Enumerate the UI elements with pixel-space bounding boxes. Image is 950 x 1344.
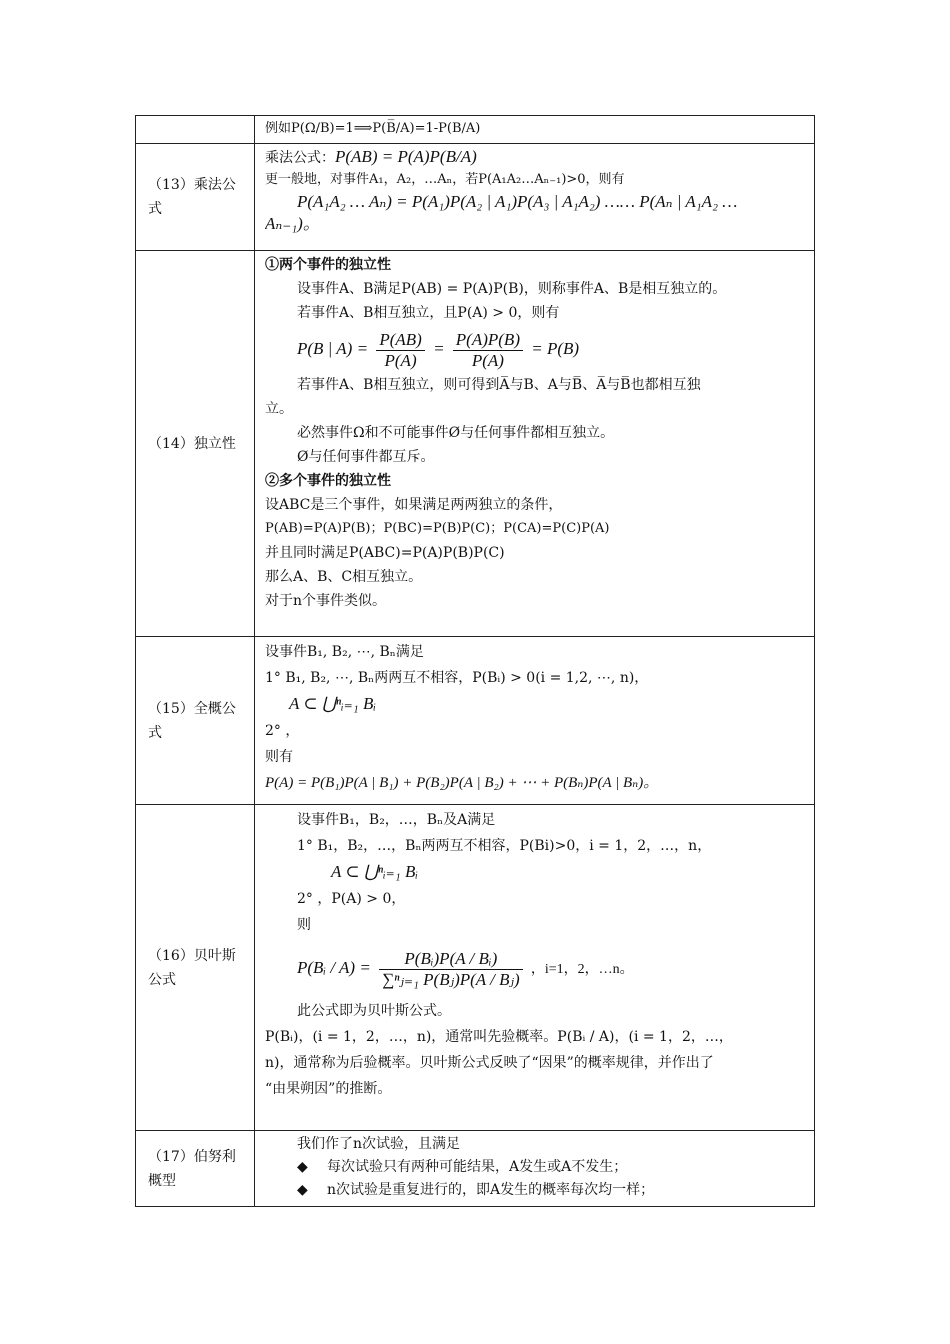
table-row [136,1131,815,1207]
fraction-numerator: P(AB) [376,330,424,351]
row-content [255,805,815,1131]
union-expression: A ⊂ ⋃ⁿᵢ₌₁ Bᵢ [331,862,419,881]
bayes-condition2: 2° ，P(A) > 0， [297,891,406,907]
row-content [255,1131,815,1207]
row-content [255,116,815,144]
general-formula-line: P(A₁A₂ … Aₙ) = P(A₁)P(A₂ | A₁)P(A₃ | A₁A₂) …… P(Aₙ | A₁A₂ … [297,192,738,211]
example-line: 例如P(Ω/B)=1⟹P(B̅/A)=1-P(B/A) [265,121,481,136]
eq-left: P(Bᵢ / A) = [297,958,371,977]
table-row [136,805,815,1131]
row-label-empty [136,116,255,144]
table-row [136,116,815,144]
row-content [255,251,815,637]
table-row [136,637,815,805]
total-prob-formula: P(A) = P(B₁)P(A | B₁) + P(B₂)P(A | B₂) + ⋯ + P(Bₙ)P(A | Bₙ)。 [265,775,659,791]
bullet-text: 每次试验只有两种可能结果，A发生或A不发生； [327,1159,628,1175]
prior-line: P(Bᵢ)，(i = 1，2，…，n)，通常叫先验概率。P(Bᵢ / A)，(i = 1，2，…， [265,1029,733,1045]
fraction [376,330,424,371]
pairwise-line: P(AB)=P(A)P(B)；P(BC)=P(B)P(C)；P(CA)=P(C)P(A) [265,521,610,536]
eq-mid: = [433,339,445,358]
fraction-denominator: ∑ⁿⱼ₌₁ P(Bⱼ)P(A / Bⱼ) [382,969,520,989]
eq-left: P(B | A) = [297,339,369,358]
table-row [136,144,815,251]
definition-line: 设事件A、B满足P(AB) = P(A)P(B)，则称事件A、B是相互独立的。 [297,281,727,297]
bayes-setup: 设事件B₁，B₂，…，Bₙ及A满足 [297,812,496,828]
bernoulli-bullet-1 [265,1156,806,1179]
bullet-text: n次试验是重复进行的，即A发生的概率每次均一样； [327,1182,655,1198]
bayes-equation [265,938,806,998]
row-label-multiplication: （13）乘法公式 [136,144,255,251]
fraction-numerator: P(A)P(B) [453,330,523,351]
condition-line: 若事件A、B相互独立，且P(A) > 0，则有 [297,305,560,321]
row-content [255,144,815,251]
row-label-total-probability: （15）全概公式 [136,637,255,805]
bayes-condition1: 1° B₁，B₂，…，Bₙ两两互不相容，P(Bi)>0，i = 1，2，…，n， [297,838,712,854]
text-span: 乘法公式： [265,150,335,166]
diamond-bullet-icon: ◆ [297,1159,308,1175]
table-row [136,251,815,637]
row-label-bernoulli: （17）伯努利概型 [136,1131,255,1207]
total-prob-then: 则有 [265,749,293,765]
bernoulli-bullet-2 [265,1179,806,1202]
multi-event-line: 设ABC是三个事件，如果满足两两独立的条件， [265,497,563,513]
derived-independence-tail: 立。 [265,401,293,417]
union-expression: A ⊂ ⋃ⁿᵢ₌₁ Bᵢ [289,694,377,713]
bayes-name-line: 此公式即为贝叶斯公式。 [297,1003,451,1019]
total-prob-union [265,691,806,718]
posterior-line: n)，通常称为后验概率。贝叶斯公式反映了“因果”的概率规律，并作出了 [265,1055,714,1071]
bayes-union [265,859,806,886]
total-prob-condition1: 1° B₁, B₂, ⋯, Bₙ两两互不相容，P(Bᵢ) > 0(i = 1,2, ⋯, n)， [265,670,649,686]
section-heading: ①两个事件的独立性 [265,257,391,273]
conclusion-line: 那么A、B、C相互独立。 [265,569,423,585]
general-condition-line: 更一般地，对事件A₁，A₂，…Aₙ，若P(A₁A₂…Aₙ₋₁)>0，则有 [265,172,625,187]
fraction [453,330,523,371]
joint-line: 并且同时满足P(ABC)=P(A)P(B)P(C) [265,545,505,561]
diamond-bullet-icon: ◆ [297,1182,308,1198]
fraction-denominator: P(A) [384,350,417,370]
formula-table [135,115,815,1207]
derived-independence-line: 若事件A、B相互独立，则可得到A̅与B、A与B̅、A̅与B̅也都相互独 [297,377,701,393]
general-formula-tail: Aₙ₋₁)。 [265,214,320,233]
total-prob-condition2: 2° ， [265,723,300,739]
certain-event-line: 必然事件Ω和不可能事件Ø与任何事件都相互独立。 [297,425,615,441]
fraction-numerator: P(Bᵢ)P(A / Bᵢ) [379,949,523,970]
conditional-prob-equation [265,325,806,373]
eq-right: = P(B) [531,339,580,358]
fraction-denominator: P(A) [471,350,504,370]
math-span: P(AB) = P(A)P(B/A) [335,147,477,166]
bayes-then: 则 [297,917,311,933]
n-events-line: 对于n个事件类似。 [265,593,387,609]
inference-line: “由果朔因”的推断。 [265,1081,392,1097]
row-label-independence: （14）独立性 [136,251,255,637]
bernoulli-intro: 我们作了n次试验，且满足 [297,1136,461,1152]
fraction [379,949,523,990]
multiplication-formula-line [265,146,806,169]
row-label-bayes: （16）贝叶斯公式 [136,805,255,1131]
row-content [255,637,815,805]
empty-set-line: Ø与任何事件都互斥。 [297,449,435,465]
section-heading: ②多个事件的独立性 [265,473,391,489]
total-prob-setup: 设事件B₁, B₂, ⋯, Bₙ满足 [265,644,424,660]
eq-tail: ，i=1，2，…n。 [530,962,634,977]
